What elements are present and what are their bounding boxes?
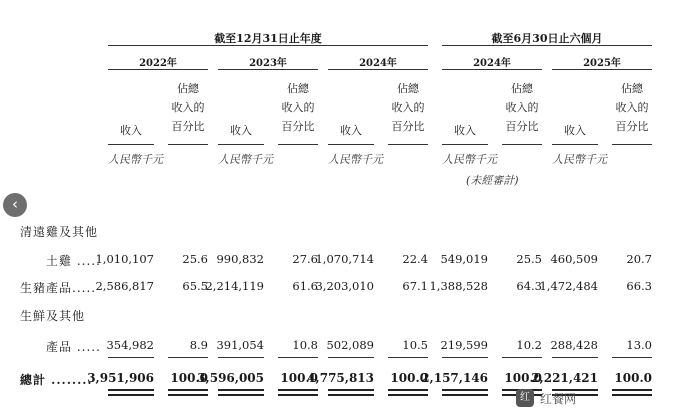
- total-double-rule: [278, 389, 318, 391]
- total-cell: 100.0: [280, 371, 318, 385]
- year-2022: 2022年: [139, 58, 177, 69]
- header-annual: 截至12月31日止年度: [214, 32, 322, 45]
- cell: 3,203,010: [315, 279, 374, 293]
- col-pct: [388, 79, 428, 136]
- cell: 10.5: [402, 338, 428, 352]
- total-cell: 100.0: [390, 371, 428, 385]
- header-rule-annual: [108, 45, 428, 46]
- cell: 391,054: [216, 338, 264, 352]
- row-label-chicken-cont: 土雞 .....: [46, 254, 101, 268]
- total-double-rule: [168, 389, 208, 391]
- year-2023: 2023年: [249, 58, 287, 69]
- year-rule: [442, 69, 542, 70]
- unit-label: 人民幣千元: [552, 153, 607, 166]
- unit-label: 人民幣千元: [108, 153, 163, 166]
- cell: 22.4: [402, 252, 428, 266]
- cell: 67.1: [402, 279, 428, 293]
- cell: 61.6: [292, 279, 318, 293]
- col-revenue: 收入: [340, 124, 362, 137]
- total-double-rule: [328, 389, 374, 391]
- total-double-rule: [108, 394, 154, 396]
- total-cell: 3,596,005: [197, 371, 264, 385]
- col-revenue: 收入: [454, 124, 476, 137]
- year-rule: [328, 69, 428, 70]
- unit-label: 人民幣千元: [328, 153, 383, 166]
- row-label-fresh-cont: 產品 .....: [46, 340, 101, 354]
- total-double-rule: [442, 394, 488, 396]
- col-pct-l1: 佔總: [397, 82, 419, 95]
- col-rule: [278, 144, 318, 145]
- total-cell: 100.0: [170, 371, 208, 385]
- cell: 25.5: [516, 252, 542, 266]
- col-pct-l3: 百分比: [171, 120, 205, 133]
- unaudited-note: (未經審計): [466, 174, 519, 187]
- col-pct-l1: 佔總: [177, 82, 199, 95]
- cell: 66.3: [626, 279, 652, 293]
- total-double-rule: [168, 394, 208, 396]
- header-half-year: 截至6月30日止六個月: [491, 32, 603, 45]
- row-label-total: 總計 ........: [20, 373, 93, 387]
- col-pct-l2: 收入的: [615, 101, 649, 114]
- total-double-rule: [108, 389, 154, 391]
- total-cell: 2,221,421: [531, 371, 598, 385]
- cell: 219,599: [440, 338, 488, 352]
- total-cell: 3,951,906: [87, 371, 154, 385]
- subtotal-rule: [168, 357, 208, 358]
- subtotal-rule: [442, 357, 488, 358]
- col-rule: [168, 144, 208, 145]
- col-pct-l3: 百分比: [391, 120, 425, 133]
- year-rule: [108, 69, 208, 70]
- col-pct-l2: 收入的: [171, 101, 205, 114]
- total-double-rule: [388, 389, 428, 391]
- col-revenue: 收入: [564, 124, 586, 137]
- col-pct-l1: 佔總: [621, 82, 643, 95]
- cell: 460,509: [550, 252, 598, 266]
- cell: 1,010,107: [95, 252, 154, 266]
- total-cell: 100.0: [504, 371, 542, 385]
- subtotal-rule: [278, 357, 318, 358]
- col-pct: [612, 79, 652, 136]
- total-cell: 4,775,813: [307, 371, 374, 385]
- total-cell: 100.0: [614, 371, 652, 385]
- total-double-rule: [388, 394, 428, 396]
- col-pct-l1: 佔總: [287, 82, 309, 95]
- col-pct-l3: 百分比: [615, 120, 649, 133]
- watermark-logo-icon: 红: [516, 389, 534, 407]
- cell: 8.9: [189, 338, 208, 352]
- total-cell: 2,157,146: [421, 371, 488, 385]
- col-rule: [502, 144, 542, 145]
- row-label-fresh: 生鮮及其他: [20, 309, 86, 323]
- cell: 2,586,817: [95, 279, 154, 293]
- cell: 65.5: [182, 279, 208, 293]
- year-rule: [218, 69, 318, 70]
- col-pct: [278, 79, 318, 136]
- cell: 288,428: [550, 338, 598, 352]
- row-label-chicken: 清遠雞及其他: [20, 225, 99, 239]
- year-2024-h1: 2024年: [473, 58, 511, 69]
- cell: 13.0: [626, 338, 652, 352]
- cell: 990,832: [216, 252, 264, 266]
- col-pct: [502, 79, 542, 136]
- total-double-rule: [328, 394, 374, 396]
- cell: 1,388,528: [429, 279, 488, 293]
- col-pct: [168, 79, 208, 136]
- subtotal-rule: [612, 357, 652, 358]
- subtotal-rule: [388, 357, 428, 358]
- cell: 64.3: [516, 279, 542, 293]
- cell: 1,070,714: [315, 252, 374, 266]
- subtotal-rule: [108, 357, 154, 358]
- col-rule: [108, 144, 154, 145]
- col-revenue: 收入: [230, 124, 252, 137]
- year-2024: 2024年: [359, 58, 397, 69]
- subtotal-rule: [218, 357, 264, 358]
- total-double-rule: [218, 394, 264, 396]
- subtotal-rule: [552, 357, 598, 358]
- cell: 354,982: [106, 338, 154, 352]
- col-rule: [388, 144, 428, 145]
- col-pct-l3: 百分比: [281, 120, 315, 133]
- year-2025-h1: 2025年: [583, 58, 621, 69]
- watermark-text: 红餐网: [540, 391, 577, 406]
- cell: 549,019: [440, 252, 488, 266]
- total-double-rule: [218, 389, 264, 391]
- total-double-rule: [278, 394, 318, 396]
- cell: 20.7: [626, 252, 652, 266]
- col-rule: [442, 144, 488, 145]
- col-pct-l2: 收入的: [281, 101, 315, 114]
- col-rule: [328, 144, 374, 145]
- total-double-rule: [612, 389, 652, 391]
- unit-label: 人民幣千元: [218, 153, 273, 166]
- cell: 27.6: [292, 252, 318, 266]
- col-rule: [218, 144, 264, 145]
- total-double-rule: [442, 389, 488, 391]
- header-rule-half: [442, 45, 652, 46]
- col-pct-l2: 收入的: [505, 101, 539, 114]
- cell: 25.6: [182, 252, 208, 266]
- subtotal-rule: [502, 357, 542, 358]
- col-revenue: 收入: [120, 124, 142, 137]
- col-pct-l1: 佔總: [511, 82, 533, 95]
- row-label-pork: 生豬產品.....: [20, 281, 97, 295]
- watermark: [516, 386, 576, 410]
- col-rule: [612, 144, 652, 145]
- year-rule: [552, 69, 652, 70]
- subtotal-rule: [328, 357, 374, 358]
- col-pct-l3: 百分比: [505, 120, 539, 133]
- cell: 502,089: [326, 338, 374, 352]
- cell: 10.8: [292, 338, 318, 352]
- cell: 2,214,119: [205, 279, 264, 293]
- cell: 10.2: [516, 338, 542, 352]
- total-double-rule: [612, 394, 652, 396]
- cell: 1,472,484: [539, 279, 598, 293]
- col-rule: [552, 144, 598, 145]
- col-pct-l2: 收入的: [391, 101, 425, 114]
- back-arrow-icon[interactable]: ‹: [3, 193, 27, 217]
- unit-label: 人民幣千元: [442, 153, 497, 166]
